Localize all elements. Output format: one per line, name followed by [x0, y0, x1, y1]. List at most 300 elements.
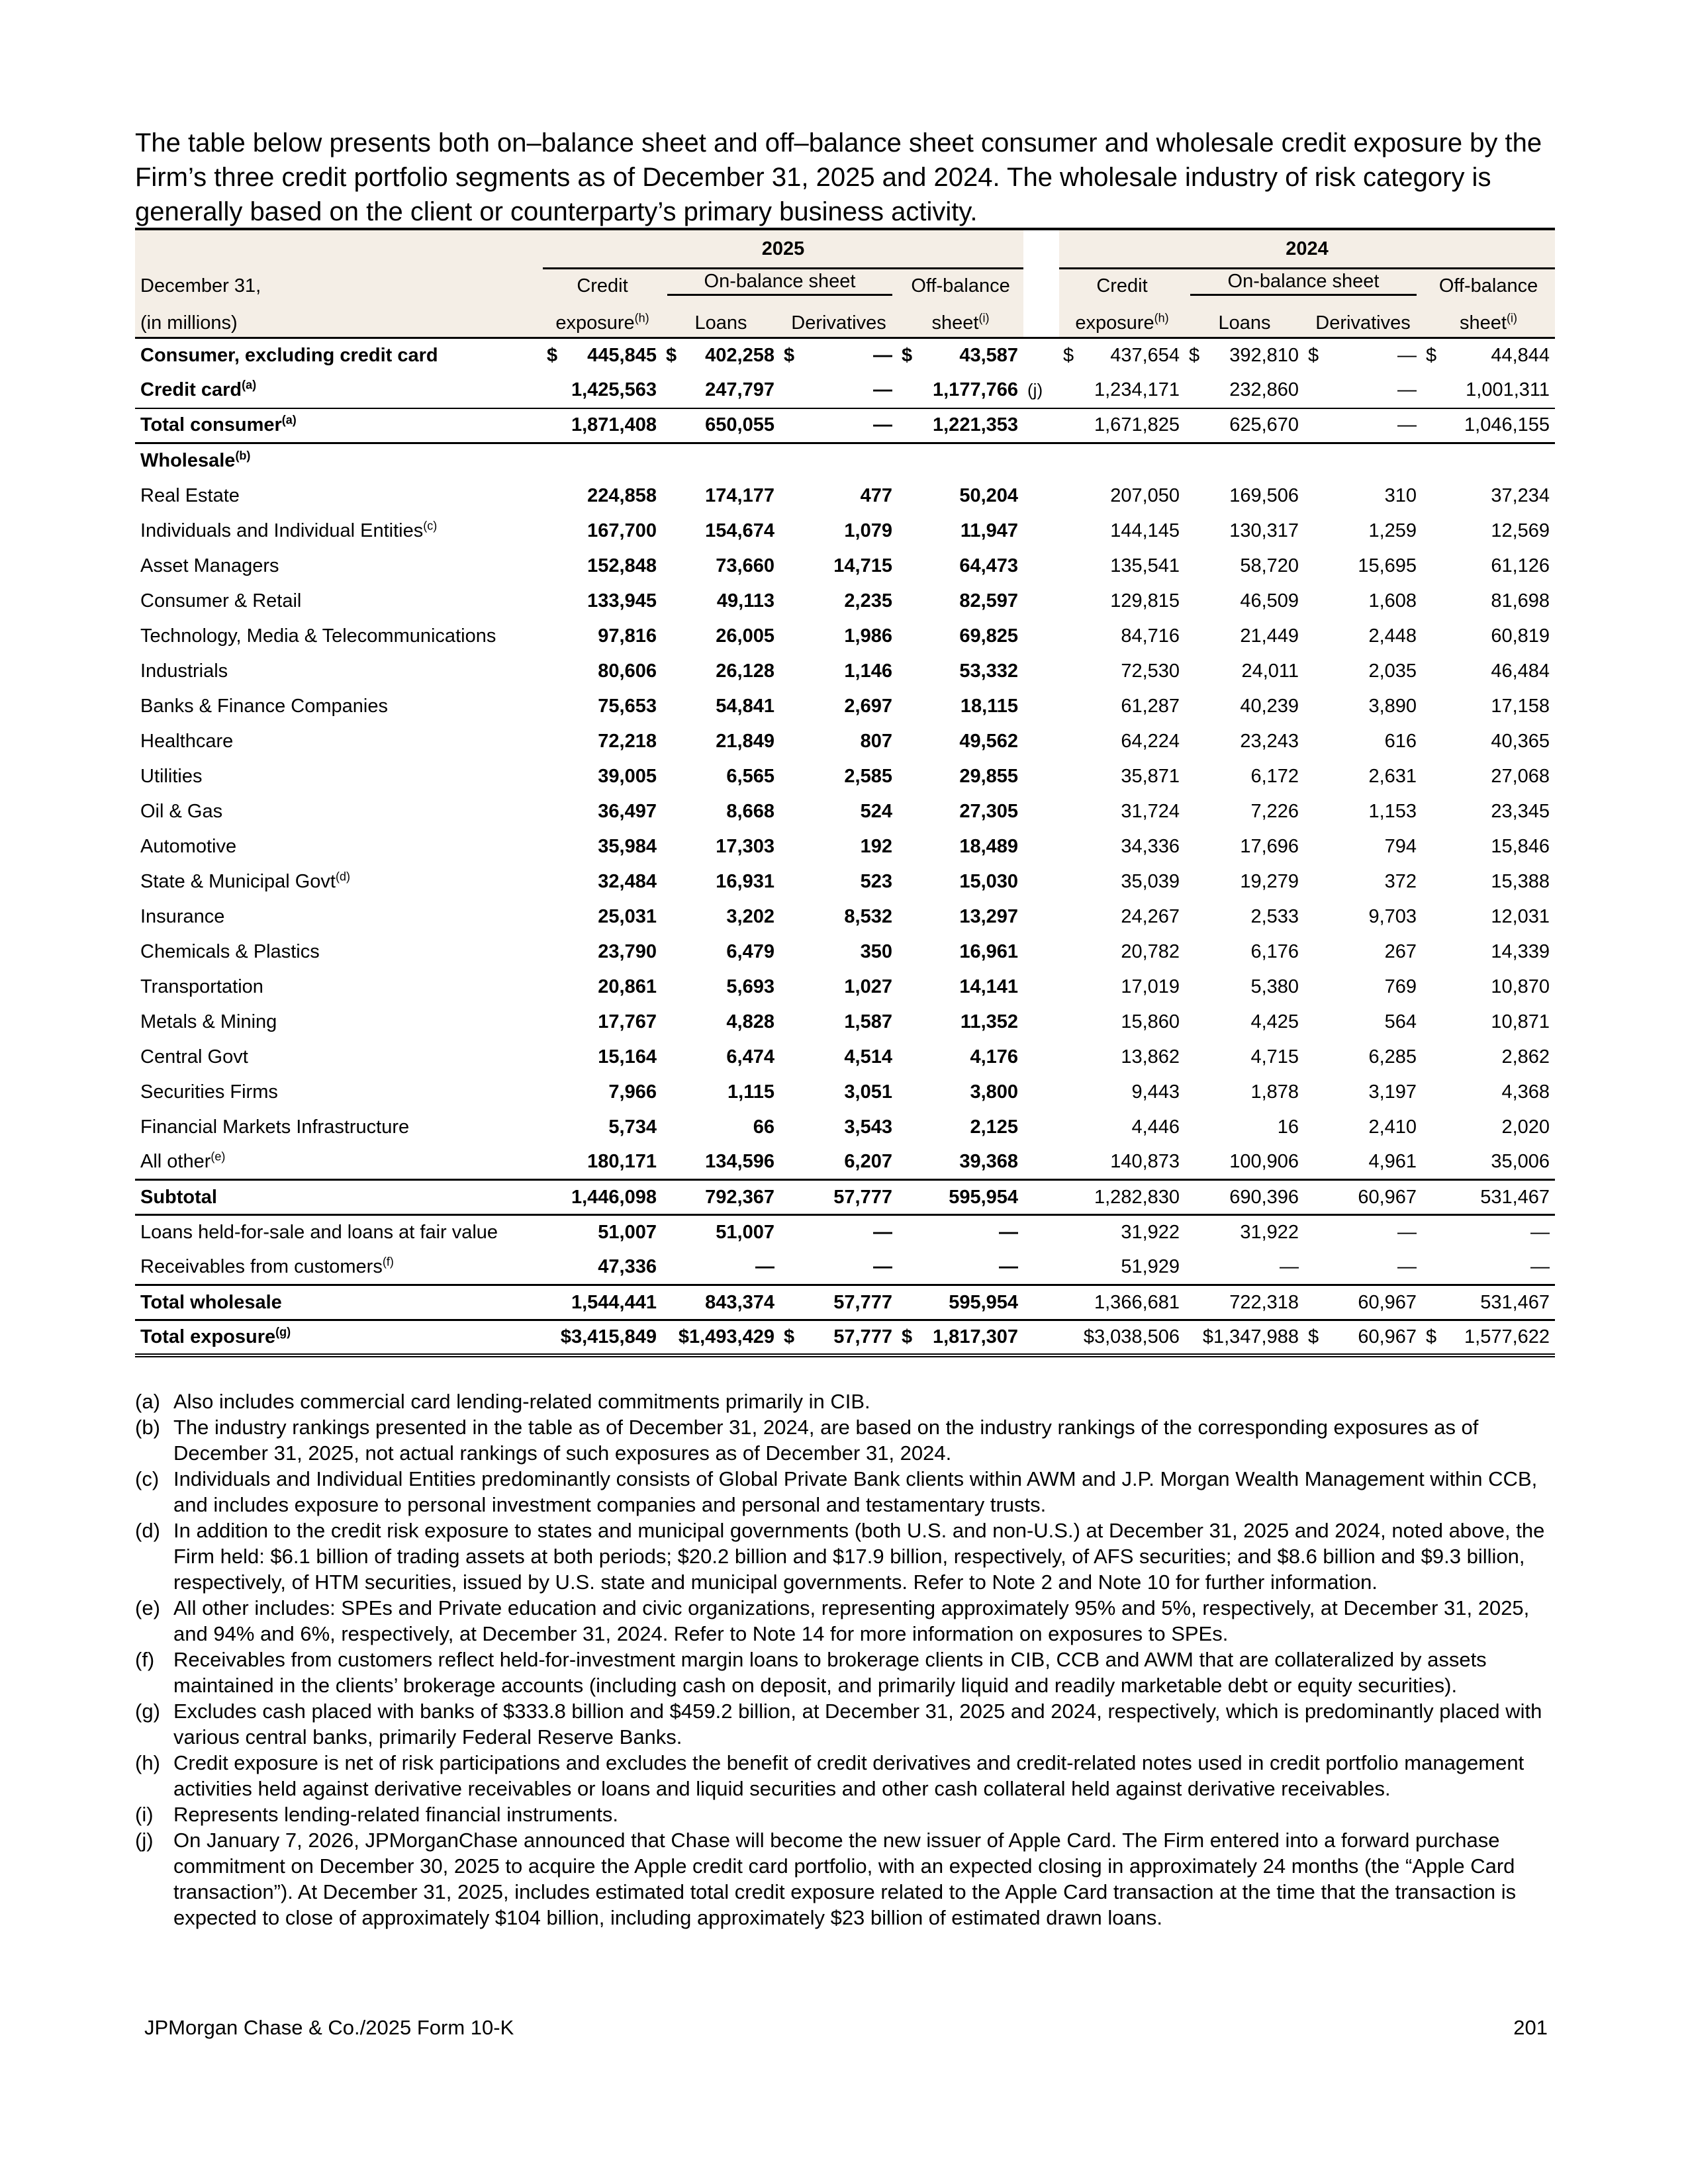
cell-value: 6,474: [726, 1046, 774, 1068]
cell-value: 1,046,155: [1464, 414, 1550, 436]
cell-value: 9,443: [1131, 1081, 1180, 1103]
cell-value: 13,297: [959, 905, 1019, 927]
cell-value: 1,282,830: [1094, 1186, 1180, 1208]
table-cell: [898, 338, 1023, 373]
table-cell: [898, 1005, 1023, 1040]
cell-value: 224,858: [587, 484, 657, 506]
cell-value: 75,653: [598, 695, 657, 717]
cell-value: 6,207: [844, 1150, 892, 1172]
row-footnote-mark: [1023, 1145, 1059, 1180]
table-cell: [780, 724, 898, 759]
cell-value: 2,533: [1250, 905, 1299, 927]
row-footnote-mark: [1023, 829, 1059, 864]
table-cell: [898, 1040, 1023, 1075]
cell-value: 2,410: [1368, 1116, 1417, 1138]
table-cell: [1422, 1285, 1555, 1320]
table-cell: [1185, 934, 1304, 970]
row-label-text: Metals & Mining: [140, 1011, 277, 1032]
table-cell: [662, 689, 780, 724]
cell-value: 18,489: [959, 835, 1019, 857]
cell-value: 3,197: [1368, 1081, 1417, 1103]
cell-value: 26,005: [716, 625, 774, 647]
cell-value: 3,890: [1368, 695, 1417, 717]
footnote-text: The industry rankings presented in the table as of December 31, 2024, are based on the industry rankings of the corresponding exposures as of December 31, 2025, not actual rankings of such exposures as of December 31, 2024.: [173, 1416, 1479, 1465]
cell-value: 1,001,311: [1466, 379, 1550, 400]
table-cell: [780, 1110, 898, 1145]
header-loans-2025: Loans: [662, 297, 780, 338]
cell-value: 39,005: [598, 765, 657, 787]
cell-value: 3,051: [844, 1081, 892, 1103]
row-label-text: State & Municipal Govt: [140, 870, 336, 892]
cell-value: —: [873, 379, 892, 400]
table-cell: [543, 1215, 662, 1250]
cell-value: 17,019: [1121, 976, 1180, 997]
cell-value: 140,873: [1110, 1150, 1180, 1172]
table-cell: [1185, 654, 1304, 689]
empty-cell: [662, 443, 780, 478]
cell-value: 60,967: [1358, 1326, 1417, 1347]
table-cell: [1422, 970, 1555, 1005]
cell-value: 134,596: [705, 1150, 774, 1172]
footnote-key: (d): [135, 1519, 160, 1542]
row-label: [135, 759, 543, 794]
footnote-ref: (a): [281, 413, 297, 427]
cell-value: 16,961: [959, 940, 1019, 962]
row-footnote-mark: [1023, 1180, 1059, 1215]
cell-value: 39,368: [959, 1150, 1019, 1172]
cell-value: 207,050: [1110, 484, 1180, 506]
cell-value: 129,815: [1110, 590, 1180, 612]
wholesale-industry-row: [135, 794, 1555, 829]
cell-value: 26,128: [716, 660, 774, 682]
cell-value: 1,153: [1368, 800, 1417, 822]
table-cell: [1185, 619, 1304, 654]
table-cell: [662, 794, 780, 829]
footnote-ref: (d): [335, 869, 350, 883]
cell-value: 2,862: [1501, 1046, 1550, 1068]
table-cell: [662, 1075, 780, 1110]
cell-value: 4,961: [1368, 1150, 1417, 1172]
row-label: [135, 1110, 543, 1145]
table-cell: [780, 934, 898, 970]
header-loans-2024: Loans: [1185, 297, 1304, 338]
cell-value: 13,862: [1121, 1046, 1180, 1068]
cell-value: 53,332: [959, 660, 1019, 682]
table-cell: [1185, 1005, 1304, 1040]
table-cell: [1422, 478, 1555, 514]
row-label-text: Insurance: [140, 905, 225, 927]
row-label-text: Loans held-for-sale and loans at fair value: [140, 1222, 498, 1244]
table-cell: [780, 689, 898, 724]
cell-value: 564: [1384, 1011, 1417, 1032]
cell-value: 524: [860, 800, 892, 822]
cell-value: 1,234,171: [1094, 379, 1180, 400]
table-cell: [1059, 1215, 1185, 1250]
cell-value: 1,878: [1250, 1081, 1299, 1103]
table-cell: [1185, 970, 1304, 1005]
cell-value: 47,336: [598, 1255, 657, 1277]
table-cell: [780, 1005, 898, 1040]
wholesale-industry-row: [135, 1110, 1555, 1145]
cell-value: 50,204: [959, 484, 1019, 506]
row-label: [135, 1005, 543, 1040]
table-cell: [898, 619, 1023, 654]
wholesale-industry-row: [135, 689, 1555, 724]
cell-value: 5,693: [726, 976, 774, 997]
table-cell: [662, 584, 780, 619]
row-label-text: Total wholesale: [140, 1291, 282, 1313]
cell-value: 49,113: [716, 590, 774, 612]
cell-value: 174,177: [705, 484, 774, 506]
footnote-item: [135, 1595, 1565, 1647]
cell-value: 9,703: [1368, 905, 1417, 927]
row-label: [135, 1040, 543, 1075]
cell-value: 6,479: [726, 940, 774, 962]
table-cell: [662, 1110, 780, 1145]
row-footnote-mark: [1023, 1215, 1059, 1250]
consumer-row: [135, 338, 1555, 373]
table-cell: [780, 1145, 898, 1180]
table-cell: [1422, 864, 1555, 899]
cell-value: 1,366,681: [1094, 1291, 1180, 1313]
currency-symbol: $: [666, 345, 677, 367]
footnote-ref: (h): [634, 311, 649, 325]
footnote-text: In addition to the credit risk exposure to states and municipal governments (both U.S. and non-U.S.) at December 31, 2025 and 2024, noted above, the Firm held: $6.1 billion of trading assets at both periods; $20.2 billion and $17.9 billion, respectively, of AFS securities; and $8.6 billion and $9.3 billion, respectively, of HTM securities, issued by U.S. state and municipal governments. Refer to Note 2 and Note 10 for further information.: [173, 1519, 1545, 1594]
table-cell: [1304, 1250, 1422, 1285]
cell-value: 769: [1384, 976, 1417, 997]
table-cell: [1304, 1215, 1422, 1250]
table-cell: [1185, 584, 1304, 619]
cell-value: $1,493,429: [678, 1326, 774, 1347]
row-footnote-mark: [1023, 1075, 1059, 1110]
cell-value: 15,860: [1121, 1011, 1180, 1032]
table-cell: [780, 970, 898, 1005]
cell-value: 51,007: [598, 1222, 657, 1244]
table-cell: [662, 1180, 780, 1215]
cell-value: 4,514: [844, 1046, 892, 1068]
footnote-item: [135, 1414, 1565, 1466]
cell-value: 7,226: [1250, 800, 1299, 822]
cell-value: 36,497: [598, 800, 657, 822]
cell-value: 44,844: [1491, 345, 1550, 367]
cell-value: 32,484: [598, 870, 657, 892]
row-label-text: Oil & Gas: [140, 800, 223, 822]
footnote-item: [135, 1518, 1565, 1595]
cell-value: 1,425,563: [571, 379, 657, 400]
row-footnote-mark: [1023, 654, 1059, 689]
table-cell: [1304, 1285, 1422, 1320]
table-cell: [543, 1040, 662, 1075]
table-cell: [1185, 1250, 1304, 1285]
cell-value: 1,079: [844, 520, 892, 541]
cell-value: —: [999, 1222, 1019, 1244]
footnote-ref: (a): [242, 378, 257, 392]
cell-value: 625,670: [1229, 414, 1299, 436]
cell-value: 10,871: [1491, 1011, 1550, 1032]
table-cell: [1185, 724, 1304, 759]
table-cell: [898, 829, 1023, 864]
table-cell: [1422, 1320, 1555, 1355]
cell-value: —: [999, 1255, 1019, 1277]
cell-value: 1,259: [1368, 520, 1417, 541]
table-cell: [1059, 724, 1185, 759]
table-cell: [1304, 373, 1422, 408]
header-stub-line1: December 31,: [135, 269, 543, 298]
cell-value: 35,984: [598, 835, 657, 857]
cell-value: 6,172: [1250, 765, 1299, 787]
table-cell: [543, 970, 662, 1005]
table-cell: [1185, 689, 1304, 724]
row-footnote-mark: [1023, 619, 1059, 654]
cell-value: 1,671,825: [1094, 414, 1180, 436]
row-label: [135, 1215, 543, 1250]
row-label-text: Wholesale: [140, 450, 236, 472]
table-cell: [1422, 514, 1555, 549]
row-label-text: Utilities: [140, 765, 203, 787]
footnote-key: (b): [135, 1416, 160, 1439]
table-cell: [543, 1180, 662, 1215]
row-label: [135, 724, 543, 759]
cell-value: 2,585: [844, 765, 892, 787]
table-cell: [662, 864, 780, 899]
cell-value: 144,145: [1110, 520, 1180, 541]
cell-value: 4,446: [1131, 1116, 1180, 1138]
cell-value: 82,597: [959, 590, 1019, 612]
cell-value: 2,125: [970, 1116, 1019, 1138]
cell-value: 794: [1384, 835, 1417, 857]
row-footnote-mark: [1023, 408, 1059, 443]
footnote-ref: (c): [423, 518, 438, 532]
row-label: [135, 654, 543, 689]
cell-value: 37,234: [1491, 484, 1550, 506]
cell-value: 595,954: [949, 1186, 1019, 1208]
table-cell: [1304, 619, 1422, 654]
cell-value: 49,562: [959, 730, 1019, 752]
cell-value: 523: [860, 870, 892, 892]
cell-value: 350: [860, 940, 892, 962]
table-cell: [1304, 1320, 1422, 1355]
cell-value: 6,285: [1368, 1046, 1417, 1068]
table-cell: [543, 1250, 662, 1285]
footnote-ref: (e): [211, 1150, 226, 1163]
table-cell: [898, 899, 1023, 934]
table-cell: [1059, 899, 1185, 934]
table-cell: [1304, 549, 1422, 584]
cell-value: 35,039: [1121, 870, 1180, 892]
cell-value: 46,509: [1240, 590, 1299, 612]
empty-cell: [543, 443, 662, 478]
table-cell: [1422, 654, 1555, 689]
header-sheet-text: sheet: [1460, 312, 1507, 334]
cell-value: 40,365: [1491, 730, 1550, 752]
credit-exposure-table: [135, 228, 1555, 1357]
table-cell: [543, 759, 662, 794]
table-cell: [662, 759, 780, 794]
cell-value: 12,031: [1491, 905, 1550, 927]
row-label-text: Subtotal: [140, 1186, 217, 1208]
wholesale-industry-row: [135, 478, 1555, 514]
empty-cell: [1023, 443, 1059, 478]
cell-value: 192: [860, 835, 892, 857]
cell-value: 24,011: [1241, 660, 1299, 682]
header-sheet-2024: [1422, 297, 1555, 338]
table-cell: [1304, 408, 1422, 443]
cell-value: 31,724: [1121, 800, 1180, 822]
table-cell: [1422, 899, 1555, 934]
table-cell: [1304, 1180, 1422, 1215]
table-cell: [543, 1320, 662, 1355]
table-cell: [898, 514, 1023, 549]
table-cell: [898, 1110, 1023, 1145]
cell-value: 2,020: [1501, 1116, 1550, 1138]
table-cell: [1422, 408, 1555, 443]
table-cell: [898, 584, 1023, 619]
footnote-key: (g): [135, 1700, 160, 1723]
wholesale-industry-row: [135, 1040, 1555, 1075]
table-cell: [543, 408, 662, 443]
cell-value: $1,347,988: [1202, 1326, 1299, 1347]
footnote-text: On January 7, 2026, JPMorganChase announced that Chase will become the new issuer of Apple Card. The Firm entered into a forward purchase commitment on December 30, 2025 to acquire the Apple credit card portfolio, with an expected closing in approximately 24 months (the “Apple Card transaction”). At December 31, 2025, includes estimated total credit exposure related to the Apple Card transaction at the time that the transaction is expected to close of approximately $104 billion, including approximately $23 billion of estimated drawn loans.: [173, 1829, 1517, 1929]
row-label: [135, 934, 543, 970]
cell-value: 20,861: [598, 976, 657, 997]
table-cell: [1185, 1285, 1304, 1320]
row-footnote-mark: [1023, 759, 1059, 794]
footnote-ref: (i): [1507, 311, 1517, 325]
table-cell: [1185, 864, 1304, 899]
footer-document-title: JPMorgan Chase & Co./2025 Form 10-K: [144, 2016, 514, 2039]
table-cell: [1304, 1005, 1422, 1040]
header-year-row: [135, 229, 1555, 269]
wholesale-industry-row: [135, 1075, 1555, 1110]
footnote-item: [135, 1388, 1565, 1414]
table-cell: [898, 478, 1023, 514]
row-label: [135, 1285, 543, 1320]
table-cell: [1185, 478, 1304, 514]
cell-value: 6,176: [1250, 940, 1299, 962]
cell-value: —: [1530, 1255, 1550, 1277]
cell-value: 1,608: [1368, 590, 1417, 612]
row-label: [135, 408, 543, 443]
footnote-item: [135, 1466, 1565, 1518]
row-footnote-mark: [1023, 970, 1059, 1005]
footnote-text: Excludes cash placed with banks of $333.8 billion and $459.2 billion, at December 31, 2025 and 2024, respectively, which is predominantly placed with various central banks, primarily Federal Reserve Banks.: [173, 1700, 1542, 1749]
table-cell: [1422, 1040, 1555, 1075]
cell-value: 23,345: [1491, 800, 1550, 822]
currency-symbol: $: [1063, 345, 1074, 367]
empty-cell: [1304, 443, 1422, 478]
cell-value: 232,860: [1229, 379, 1299, 400]
row-label-text: Securities Firms: [140, 1081, 278, 1103]
row-label: [135, 864, 543, 899]
table-cell: [662, 1285, 780, 1320]
currency-symbol: $: [902, 1326, 913, 1347]
wholesale-industry-row: [135, 970, 1555, 1005]
header-credit-2025: Credit: [543, 269, 662, 298]
row-label: [135, 584, 543, 619]
table-cell: [780, 1215, 898, 1250]
cell-value: 1,027: [844, 976, 892, 997]
cell-value: 21,849: [716, 730, 774, 752]
table-cell: [898, 1215, 1023, 1250]
currency-symbol: $: [1426, 1326, 1437, 1347]
currency-symbol: $: [784, 345, 795, 367]
table-cell: [1059, 689, 1185, 724]
cell-value: 2,235: [844, 590, 892, 612]
table-cell: [1059, 794, 1185, 829]
header-columns-row: [135, 297, 1555, 338]
row-footnote-mark: [1023, 478, 1059, 514]
cell-value: 16,931: [716, 870, 774, 892]
table-cell: [1185, 408, 1304, 443]
currency-symbol: $: [1308, 1326, 1319, 1347]
cell-value: 57,777: [833, 1326, 892, 1347]
table-cell: [662, 338, 780, 373]
cell-value: 8,532: [844, 905, 892, 927]
table-cell: [1059, 1320, 1185, 1355]
table-cell: [898, 689, 1023, 724]
table-cell: [1185, 1320, 1304, 1355]
cell-value: 650,055: [705, 414, 774, 436]
table-cell: [662, 619, 780, 654]
table-cell: [543, 338, 662, 373]
row-label: [135, 1075, 543, 1110]
empty-cell: [780, 443, 898, 478]
cell-value: 1,817,307: [933, 1326, 1019, 1347]
cell-value: 1,544,441: [571, 1291, 657, 1313]
table-cell: [543, 1005, 662, 1040]
table-cell: [1059, 864, 1185, 899]
cell-value: 247,797: [705, 379, 774, 400]
cell-value: 17,767: [598, 1011, 657, 1032]
row-footnote-mark: [1023, 899, 1059, 934]
cell-value: 4,176: [970, 1046, 1019, 1068]
table-cell: [898, 1250, 1023, 1285]
cell-value: 61,126: [1491, 555, 1550, 576]
table-cell: [1304, 1145, 1422, 1180]
footnote-ref: (f): [382, 1255, 394, 1269]
cell-value: 15,164: [598, 1046, 657, 1068]
cell-value: 31,922: [1121, 1222, 1180, 1244]
table-cell: [543, 1110, 662, 1145]
header-gap: [1023, 269, 1059, 298]
footnote-key: (e): [135, 1596, 160, 1619]
currency-symbol: $: [784, 1326, 795, 1347]
cell-value: —: [1397, 1222, 1417, 1244]
table-cell: [662, 654, 780, 689]
cell-value: 1,577,622: [1464, 1326, 1550, 1347]
table-cell: [780, 408, 898, 443]
table-cell: [1059, 619, 1185, 654]
table-cell: [780, 864, 898, 899]
footnote-key: (c): [135, 1467, 160, 1490]
table-cell: [780, 584, 898, 619]
table-cell: [1422, 619, 1555, 654]
table-cell: [1304, 689, 1422, 724]
table-cell: [898, 1145, 1023, 1180]
row-label-text: Chemicals & Plastics: [140, 940, 320, 962]
table-cell: [1059, 1145, 1185, 1180]
cell-value: 154,674: [705, 520, 774, 541]
table-cell: [898, 654, 1023, 689]
table-cell: [1185, 1215, 1304, 1250]
footnote-text: Receivables from customers reflect held-for-investment margin loans to brokerage clients in CIB, CCB and AWM that are collateralized by assets maintained in the clients’ brokerage accounts (including cash on deposit, and primarily liquid and readily marketable debt or equity securities).: [173, 1648, 1487, 1697]
table-cell: [898, 934, 1023, 970]
cell-value: 4,368: [1501, 1081, 1550, 1103]
credit-exposure-table-container: [135, 228, 1555, 1357]
table-cell: [1304, 478, 1422, 514]
empty-cell: [1059, 443, 1185, 478]
cell-value: $3,038,506: [1083, 1326, 1180, 1347]
